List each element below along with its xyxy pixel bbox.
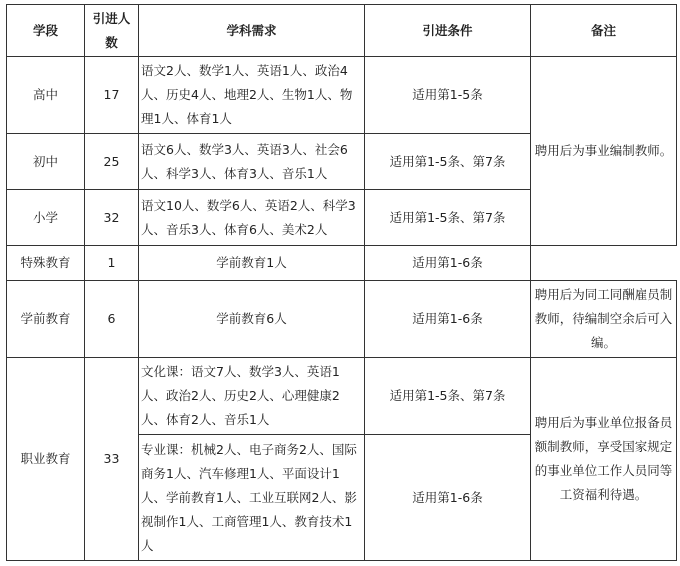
conditions-cell: 适用第1-6条 (365, 281, 531, 358)
conditions-cell: 适用第1-6条 (365, 246, 531, 281)
header-row (7, 5, 677, 57)
header-remarks: 备注 (531, 5, 677, 57)
conditions-cell: 适用第1-5条、第7条 (365, 358, 531, 435)
header-subjects: 学科需求 (139, 5, 365, 57)
subjects-cell: 学前教育1人 (139, 246, 365, 281)
table-row (7, 281, 677, 358)
count-cell: 25 (85, 134, 139, 190)
count-cell: 6 (85, 281, 139, 358)
subjects-cell: 文化课：语文7人、数学3人、英语1人、政治2人、历史2人、心理健康2人、体育2人、音乐1人 (139, 358, 365, 435)
remarks-cell: 聘用后为事业编制教师。 (531, 57, 677, 246)
header-count-line2: 数 (105, 34, 118, 50)
table-row (7, 246, 677, 281)
count-cell: 1 (85, 246, 139, 281)
stage-cell: 特殊教育 (7, 246, 85, 281)
conditions-cell: 适用第1-5条、第7条 (365, 134, 531, 190)
subjects-cell: 学前教育6人 (139, 281, 365, 358)
stage-cell: 初中 (7, 134, 85, 190)
subjects-cell: 语文6人、数学3人、英语3人、社会6人、科学3人、体育3人、音乐1人 (139, 134, 365, 190)
stage-cell: 高中 (7, 57, 85, 134)
stage-cell: 小学 (7, 190, 85, 246)
header-conditions: 引进条件 (365, 5, 531, 57)
table-row (7, 358, 677, 435)
stage-cell: 职业教育 (7, 358, 85, 561)
header-count (85, 5, 139, 57)
count-cell: 33 (85, 358, 139, 561)
stage-cell: 学前教育 (7, 281, 85, 358)
table-row (7, 57, 677, 134)
remarks-cell: 聘用后为同工同酬雇员制教师，待编制空余后可入编。 (531, 281, 677, 358)
count-cell: 17 (85, 57, 139, 134)
subjects-cell: 语文2人、数学1人、英语1人、政治4人、历史4人、地理2人、生物1人、物理1人、体育1人 (139, 57, 365, 134)
recruitment-table (6, 4, 677, 561)
subjects-cell: 专业课：机械2人、电子商务2人、国际商务1人、汽车修理1人、平面设计1人、学前教育1人、工业互联网2人、影视制作1人、工商管理1人、教育技术1人 (139, 435, 365, 561)
header-count-line1: 引进人 (92, 10, 131, 26)
conditions-cell: 适用第1-6条 (365, 435, 531, 561)
subjects-cell: 语文10人、数学6人、英语2人、科学3人、音乐3人、体育6人、美术2人 (139, 190, 365, 246)
conditions-cell: 适用第1-5条、第7条 (365, 190, 531, 246)
count-cell: 32 (85, 190, 139, 246)
remarks-cell: 聘用后为事业单位报备员额制教师，享受国家规定的事业单位工作人员同等工资福利待遇。 (531, 358, 677, 561)
conditions-cell: 适用第1-5条 (365, 57, 531, 134)
header-stage: 学段 (7, 5, 85, 57)
